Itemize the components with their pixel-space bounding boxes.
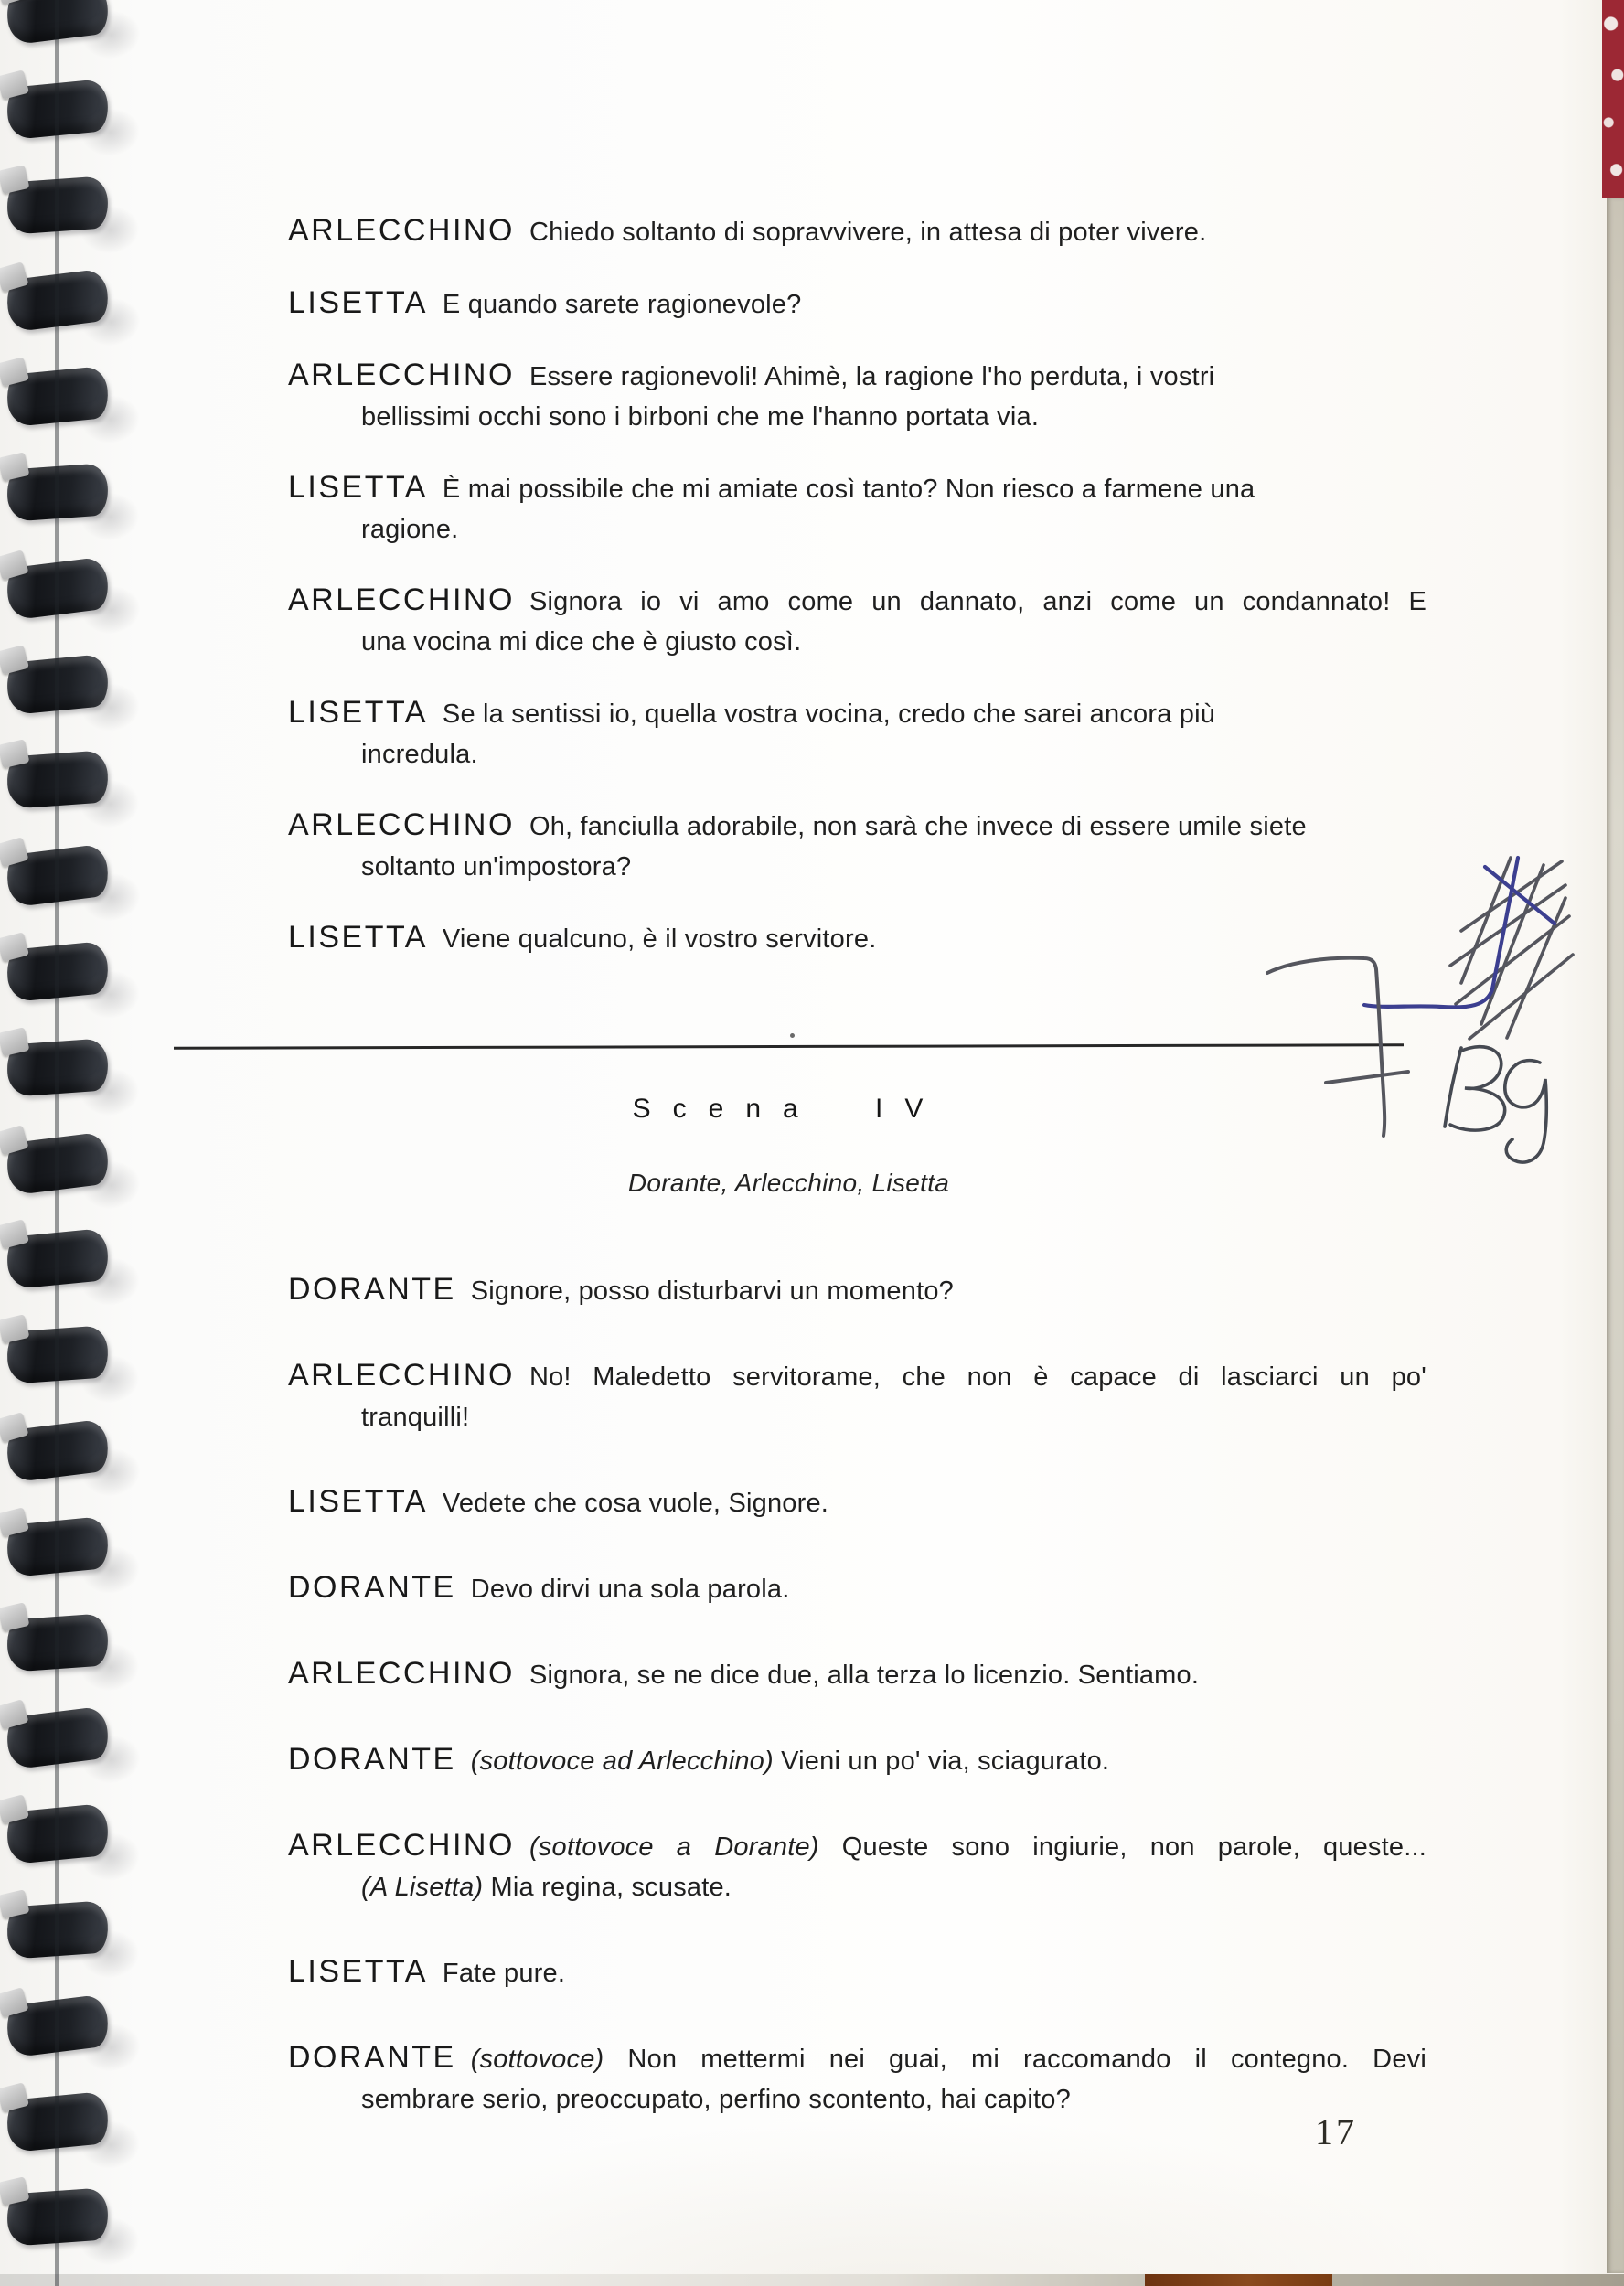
speech-line [288,1481,1426,1523]
scene-divider-line [174,1043,1404,1050]
speech-line [288,1269,1426,1311]
binding-loop [5,1993,111,2057]
speaker-name: LISETTA [288,1954,428,1989]
dialogue-text: soltanto un'impostora? [361,852,632,881]
binding-loop [5,1419,111,1483]
dialogue-text: una vocina mi dice che è giusto così. [361,627,802,657]
desk-edge [1145,2274,1332,2286]
page-number: 17 [1315,2111,1357,2152]
dialogue-text: incredula. [361,740,478,769]
dialogue-text: Vedete che cosa vuole, Signore. [442,1489,829,1518]
speech-line [288,1397,1426,1437]
dialogue-text: Mia regina, scusate. [490,1873,732,1902]
binding-loop [5,1900,110,1960]
page-stack-edge [1607,198,1624,2273]
binding-loop [5,2090,111,2152]
scan-speck [790,1033,795,1038]
binding-loop [5,1516,111,1577]
dialogue-text: Non mettermi nei guai, mi raccomando il contegno. Devi [627,2045,1426,2074]
speech-line [288,622,1426,662]
speech-line [288,467,1426,509]
binding-loop [5,844,111,908]
speech-line [288,509,1426,550]
speaker-name: LISETTA [288,920,428,955]
speech-line [288,805,1426,847]
binding-loop [5,751,110,810]
binding-loop [5,1325,110,1384]
speaker-name: LISETTA [288,1484,428,1519]
speech [288,1739,1426,1781]
speech-line [288,355,1426,397]
binding-loop [5,269,111,333]
speech [288,1825,1426,1907]
speaker-name: ARLECCHINO [288,1656,515,1691]
binding-loop [5,1613,110,1672]
speech-line [288,580,1426,622]
speech-line [288,2037,1426,2079]
speaker-name: ARLECCHINO [288,582,515,617]
speech-line [288,210,1426,252]
dialogue-text: Vieni un po' via, sciagurato. [781,1747,1110,1776]
binding-loop [5,176,110,235]
speaker-name: ARLECCHINO [288,358,515,392]
binding-loop [5,1706,111,1770]
dialogue-text: ragione. [361,515,459,544]
dialogue-text: Signora, se ne dice due, alla terza lo licenzio. Sentiamo. [529,1661,1200,1690]
dialogue-text: Devo dirvi una sola parola. [470,1575,790,1604]
scene-title: Scena IV [632,1094,946,1124]
dialogue-text: Viene qualcuno, è il vostro servitore. [442,924,877,954]
speaker-name: ARLECCHINO [288,1828,515,1863]
scene-heading-block [174,1094,1404,1198]
dialogue-text: bellissimi occhi sono i birboni che me l'hanno portata via. [361,402,1040,432]
speech [288,1355,1426,1437]
speaker-name: ARLECCHINO [288,807,515,842]
binding-loop [5,1038,110,1097]
dialogue-text: tranquilli! [361,1403,470,1432]
spiral-binding [0,0,137,2286]
speech [288,283,1426,325]
speech [288,805,1426,887]
speaker-name: DORANTE [288,2040,456,2075]
speaker-name: LISETTA [288,470,428,505]
speech-line [288,283,1426,325]
speaker-name: ARLECCHINO [288,213,515,248]
dialogue-text: Se la sentissi io, quella vostra vocina, credo che sarei ancora più [442,700,1216,729]
speech [288,1951,1426,1993]
dialogue-text: sembrare serio, preoccupato, perfino scontento, hai capito? [361,2085,1071,2114]
speech-line [288,1951,1426,1993]
speech [288,1481,1426,1523]
speech-line [288,847,1426,887]
binding-loop [5,79,111,140]
binding-loop [5,941,111,1002]
dialogue-text: Oh, fanciulla adorabile, non sarà che invece di essere umile siete [529,812,1307,841]
speech-line [288,692,1426,734]
binding-loop [5,366,111,427]
speech [288,1567,1426,1609]
dialogue-text: No! Maledetto servitorame, che non è capace di lasciarci un po' [529,1362,1426,1392]
dialogue-text: Fate pure. [442,1959,566,1988]
speech-line [288,917,1426,959]
binding-loop [5,1228,111,1289]
speaker-name: ARLECCHINO [288,1358,515,1393]
scan-bottom-edge [0,2274,1624,2286]
speech-line [288,1867,1426,1907]
speaker-name: DORANTE [288,1742,456,1777]
speech-line [288,734,1426,774]
stage-direction: (A Lisetta) [361,1873,491,1902]
speech-line [288,1355,1426,1397]
speech-line [288,1567,1426,1609]
speech [288,917,1426,959]
dialogue-block-scene3 [288,210,1426,989]
handwritten-initials [1445,1047,1546,1162]
dialogue-text: È mai possibile che mi amiate così tanto? Non riesco a farmene una [442,475,1255,504]
scene-cast-list: Dorante, Arlecchino, Lisetta [627,1169,950,1197]
binding-loop [5,2188,110,2248]
speech-line [288,1825,1426,1867]
speech [288,580,1426,662]
speech [288,467,1426,550]
speech-line [288,1739,1426,1781]
stage-direction: (sottovoce a Dorante) [529,1832,842,1862]
stage-direction: (sottovoce) [470,2045,628,2074]
speech-line [288,1653,1426,1695]
speaker-name: DORANTE [288,1272,456,1307]
dialogue-text: Signore, posso disturbarvi un momento? [470,1277,955,1306]
binding-loop [5,0,111,45]
speech [288,1269,1426,1311]
speech [288,210,1426,252]
binding-loop [5,1803,111,1864]
binding-loop [5,556,111,620]
binding-loop [5,653,111,714]
binding-loop [5,1131,111,1195]
dialogue-text: Chiedo soltanto di sopravvivere, in attesa di poter vivere. [529,218,1207,247]
dialogue-text: Essere ragionevoli! Ahimè, la ragione l'ho perduta, i vostri [529,362,1215,391]
speech [288,1653,1426,1695]
speech [288,692,1426,774]
dialogue-block-scene4 [288,1269,1426,2163]
speech-line [288,397,1426,437]
stage-direction: (sottovoce ad Arlecchino) [470,1747,782,1776]
speaker-name: LISETTA [288,285,428,320]
speech-line [288,2079,1426,2120]
notebook-cover-red-edge [1602,0,1624,198]
speaker-name: DORANTE [288,1570,456,1605]
dialogue-text: Signora io vi amo come un dannato, anzi come un condannato! E [529,587,1426,616]
binding-loop [5,463,110,522]
dialogue-text: E quando sarete ragionevole? [442,290,802,319]
handwritten-scribble-gray [1450,858,1573,1039]
speech [288,2037,1426,2120]
dialogue-text: Queste sono ingiurie, non parole, queste... [841,1832,1426,1862]
speaker-name: LISETTA [288,695,428,730]
speech [288,355,1426,437]
